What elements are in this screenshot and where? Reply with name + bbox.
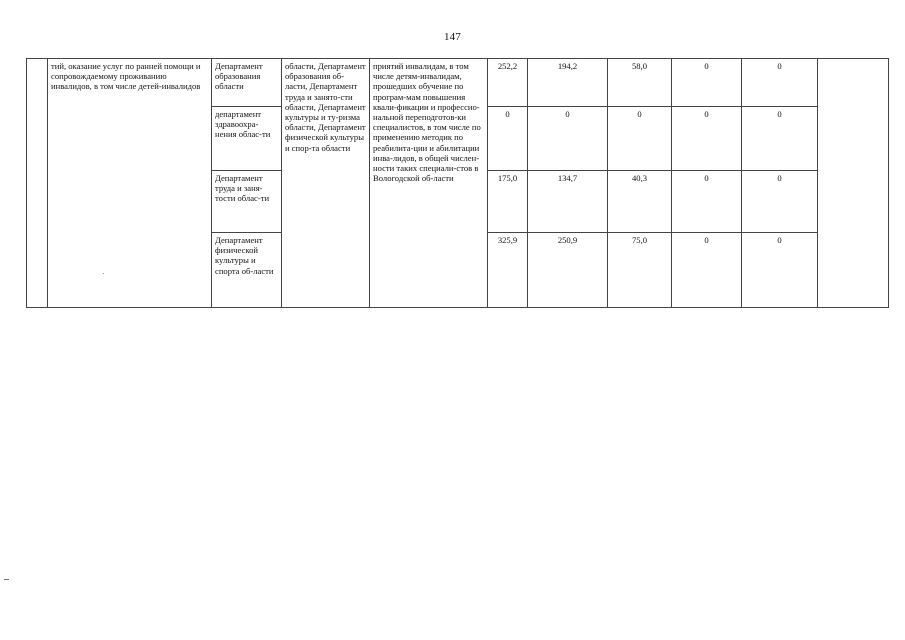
number-cell (27, 59, 48, 308)
value-cell: 175,0 (488, 171, 528, 233)
margin-mark (4, 579, 9, 580)
executor-cell: департамент здравоохра-нения облас-ти (212, 107, 282, 171)
notes-cell (818, 59, 889, 308)
value-cell: 250,9 (528, 233, 608, 308)
executor-cell: Департамент труда и заня-тости облас-ти (212, 171, 282, 233)
value-cell: 194,2 (528, 59, 608, 107)
page-number: 147 (443, 31, 462, 43)
value-cell: 0 (672, 233, 742, 308)
value-cell: 0 (672, 171, 742, 233)
executor-cell: Департамент образования области (212, 59, 282, 107)
scan-speck (103, 273, 104, 274)
value-cell: 75,0 (608, 233, 672, 308)
value-cell: 325,9 (488, 233, 528, 308)
value-cell: 0 (742, 233, 818, 308)
value-cell: 134,7 (528, 171, 608, 233)
value-cell: 0 (742, 171, 818, 233)
table-row (27, 59, 889, 107)
value-cell: 252,2 (488, 59, 528, 107)
value-cell: 40,3 (608, 171, 672, 233)
measure-cell: тий, оказание услуг по ранней помощи и сопровождаемому проживанию инвалидов, в том числе детей-инвалидов (48, 59, 212, 308)
value-cell: 0 (672, 59, 742, 107)
value-cell: 0 (672, 107, 742, 171)
coexecutors-cell: области, Департамент образования об-ласти, Департамент труда и занято-сти области, Департамент культуры и ту-ризма области, Департамент физической культуры и спор-та области (282, 59, 370, 308)
indicator-cell: приятий инвалидам, в том числе детям-инвалидам, прошедших обучение по програм-мам повышения квали-фикации и профессио-нальной переподготов-ки специалистов, в том числе по применению методик по реабилита-ции и абилитации инва-лидов, в общей числен-ности таких специали-стов в Вологодской об-ласти (370, 59, 488, 308)
value-cell: 0 (742, 59, 818, 107)
value-cell: 58,0 (608, 59, 672, 107)
value-cell: 0 (488, 107, 528, 171)
program-table (26, 58, 889, 308)
executor-cell: Департамент физической культуры и спорта об-ласти (212, 233, 282, 308)
value-cell: 0 (528, 107, 608, 171)
value-cell: 0 (742, 107, 818, 171)
value-cell: 0 (608, 107, 672, 171)
